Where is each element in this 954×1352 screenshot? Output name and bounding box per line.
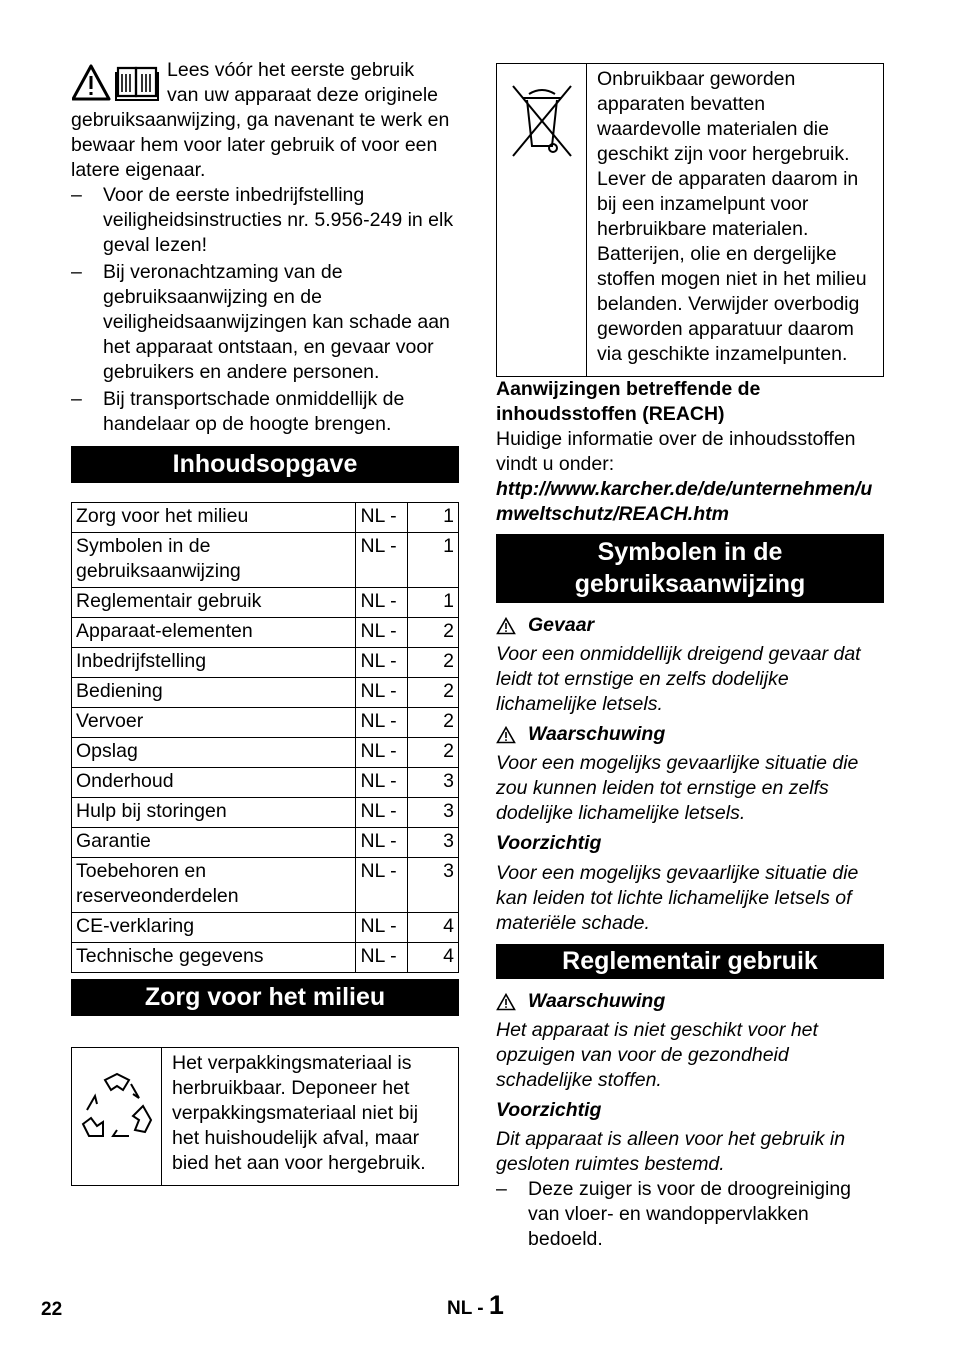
bullet-dash: – — [71, 184, 82, 206]
toc-row-page: 1 — [407, 533, 458, 588]
section-page-number: 1 — [488, 1290, 504, 1320]
intro-bullet-1 — [71, 183, 459, 258]
usage-warning-text: Het apparaat is niet geschikt voor het opzuigen van voor de gezondheid schadelijke stoffen. — [496, 1019, 818, 1091]
toc-row-title: Garantie — [72, 828, 356, 858]
danger-label: Gevaar — [528, 614, 595, 636]
toc-row-page: 2 — [407, 648, 458, 678]
toc-row-prefix: NL - — [356, 858, 407, 913]
toc-row-prefix: NL - — [356, 768, 407, 798]
recycle-icon — [79, 1070, 155, 1146]
toc-row-prefix: NL - — [356, 943, 407, 973]
usage-heading: Reglementair gebruik — [496, 944, 884, 979]
toc-row-title: Apparaat-elementen — [72, 618, 356, 648]
toc-row[interactable] — [72, 913, 459, 943]
toc-row-title: Opslag — [72, 738, 356, 768]
toc-row-page: 4 — [407, 913, 458, 943]
toc-row[interactable] — [72, 503, 459, 533]
toc-row-prefix: NL - — [356, 533, 407, 588]
intro — [71, 58, 459, 183]
usage-caution-label: Voorzichtig — [496, 1099, 602, 1121]
toc-row-title: Symbolen in de gebruiksaanwijzing — [72, 533, 356, 588]
intro-icons — [72, 64, 160, 102]
usage-caution-text: Dit apparaat is alleen voor het gebruik in gesloten ruimtes bestemd. — [496, 1128, 846, 1175]
crossed-bin-icon — [509, 80, 575, 160]
toc-row-prefix: NL - — [356, 503, 407, 533]
left-column — [71, 58, 459, 1186]
bullet-text: Voor de eerste inbedrijfstelling veiligheidsinstructies nr. 5.956-249 in elk geval lezen! — [103, 184, 454, 256]
bullet-dash: – — [71, 261, 82, 283]
danger-text: Voor een onmiddellijk dreigend gevaar dat leidt tot ernstige en zelfs dodelijke lichamelijke letsels. — [496, 643, 861, 715]
toc-heading: Inhoudsopgave — [71, 446, 459, 483]
environment-heading: Zorg voor het milieu — [71, 979, 459, 1016]
toc-row-title: Hulp bij storingen — [72, 798, 356, 828]
toc-row-page: 2 — [407, 678, 458, 708]
toc-row-page: 1 — [407, 503, 458, 533]
danger-heading — [496, 613, 884, 638]
caution-text: Voor een mogelijks gevaarlijke situatie die kan leiden tot lichte lichamelijke letsels of materiële schade. — [496, 862, 859, 934]
toc-row-title: Zorg voor het milieu — [72, 503, 356, 533]
intro-line-1: Lees vóór het eerste gebruik — [167, 59, 415, 81]
toc-row-prefix: NL - — [356, 828, 407, 858]
toc-row-prefix: NL - — [356, 648, 407, 678]
toc-row-prefix: NL - — [356, 588, 407, 618]
warning-manual-icon — [72, 64, 160, 102]
toc-row-page: 3 — [407, 828, 458, 858]
toc-row-page: 1 — [407, 588, 458, 618]
toc-row-prefix: NL - — [356, 913, 407, 943]
weee-text: Onbruikbaar geworden apparaten bevatten waardevolle materialen die geschikt zijn voor hergebruik. Lever de apparaten daarom in bij een inzamelpunt voor herbruikbare materialen. Batterijen, olie en dergelijke stoffen mogen niet in het milieu belanden. Verwijder overbodig geworden apparatuur daarom via geschikte inzamelpunten. — [597, 68, 867, 365]
toc-row-page: 2 — [407, 738, 458, 768]
toc-row[interactable] — [72, 708, 459, 738]
toc-row-prefix: NL - — [356, 738, 407, 768]
toc-row-prefix: NL - — [356, 618, 407, 648]
bullet-dash: – — [71, 388, 82, 410]
toc-table — [71, 502, 459, 973]
warning-triangle-icon — [496, 617, 516, 635]
bullet-text: Bij transportschade onmiddellijk de handelaar op de hoogte brengen. — [103, 388, 405, 435]
toc-row-page: 3 — [407, 858, 458, 913]
toc-row-prefix: NL - — [356, 678, 407, 708]
reach-url[interactable]: http://www.karcher.de/de/unternehmen/umweltschutz/REACH.htm — [496, 478, 873, 525]
toc-row[interactable] — [72, 768, 459, 798]
section-page — [447, 1290, 504, 1321]
usage-warning-heading — [496, 989, 884, 1014]
bullet-text: Deze zuiger is voor de droogreiniging van vloer- en wandoppervlakken bedoeld. — [528, 1178, 852, 1250]
toc-row[interactable] — [72, 738, 459, 768]
toc-row-title: CE-verklaring — [72, 913, 356, 943]
toc-row[interactable] — [72, 533, 459, 588]
toc-row[interactable] — [72, 943, 459, 973]
page-number: 22 — [41, 1299, 63, 1320]
warning-triangle-icon — [496, 726, 516, 744]
toc-row-page: 3 — [407, 768, 458, 798]
weee-box — [496, 63, 884, 377]
usage-bullet — [496, 1177, 884, 1252]
toc-row-prefix: NL - — [356, 798, 407, 828]
intro-line-2: van uw apparaat deze originele — [167, 84, 439, 106]
toc-row-title: Technische gegevens — [72, 943, 356, 973]
caution-label: Voorzichtig — [496, 832, 602, 854]
intro-bullet-3 — [71, 387, 459, 437]
toc-row[interactable] — [72, 618, 459, 648]
recycle-box — [71, 1047, 459, 1186]
right-column — [496, 63, 884, 1252]
toc-row[interactable] — [72, 588, 459, 618]
toc-row-page: 4 — [407, 943, 458, 973]
toc-row-title: Inbedrijfstelling — [72, 648, 356, 678]
toc-row-prefix: NL - — [356, 708, 407, 738]
section-prefix: NL - — [447, 1298, 484, 1319]
usage-warning-label: Waarschuwing — [528, 990, 666, 1012]
toc-row[interactable] — [72, 858, 459, 913]
intro-bullet-2 — [71, 260, 459, 385]
toc-row[interactable] — [72, 798, 459, 828]
toc-row[interactable] — [72, 678, 459, 708]
toc-row-title: Vervoer — [72, 708, 356, 738]
toc-row[interactable] — [72, 828, 459, 858]
toc-row-page: 3 — [407, 798, 458, 828]
weee-icon-cell — [497, 64, 587, 376]
warning-text: Voor een mogelijks gevaarlijke situatie die zou kunnen leiden tot ernstige en zelfs dodelijke lichamelijke letsels. — [496, 752, 859, 824]
toc-row[interactable] — [72, 648, 459, 678]
toc-row-page: 2 — [407, 708, 458, 738]
recycle-text: Het verpakkingsmateriaal is herbruikbaar. Deponeer het verpakkingsmateriaal niet bij het huishoudelijk afval, maar bied het aan voor hergebruik. — [172, 1052, 426, 1174]
toc-row-title: Onderhoud — [72, 768, 356, 798]
reach-heading: Aanwijzingen betreffende de inhoudsstoffen (REACH) — [496, 378, 761, 425]
toc-row-title: Bediening — [72, 678, 356, 708]
toc-row-page: 2 — [407, 618, 458, 648]
toc-row-title: Toebehoren en reserveonderdelen — [72, 858, 356, 913]
warning-label: Waarschuwing — [528, 723, 666, 745]
warning-triangle-icon — [496, 993, 516, 1011]
recycle-icon-cell — [72, 1048, 162, 1185]
symbols-heading: Symbolen in de gebruiksaanwijzing — [496, 534, 884, 603]
bullet-dash: – — [496, 1178, 507, 1200]
reach-text: Huidige informatie over de inhoudsstoffen vindt u onder: — [496, 428, 856, 475]
warning-heading — [496, 722, 884, 747]
toc-row-title: Reglementair gebruik — [72, 588, 356, 618]
bullet-text: Bij veronachtzaming van de gebruiksaanwijzing en de veiligheidsaanwijzingen kan schade aan het apparaat ontstaan, en gevaar voor gebruikers en andere personen. — [103, 261, 450, 383]
intro-text: gebruiksaanwijzing, ga navenant te werk en bewaar hem voor later gebruik of voor een latere eigenaar. — [71, 109, 450, 181]
